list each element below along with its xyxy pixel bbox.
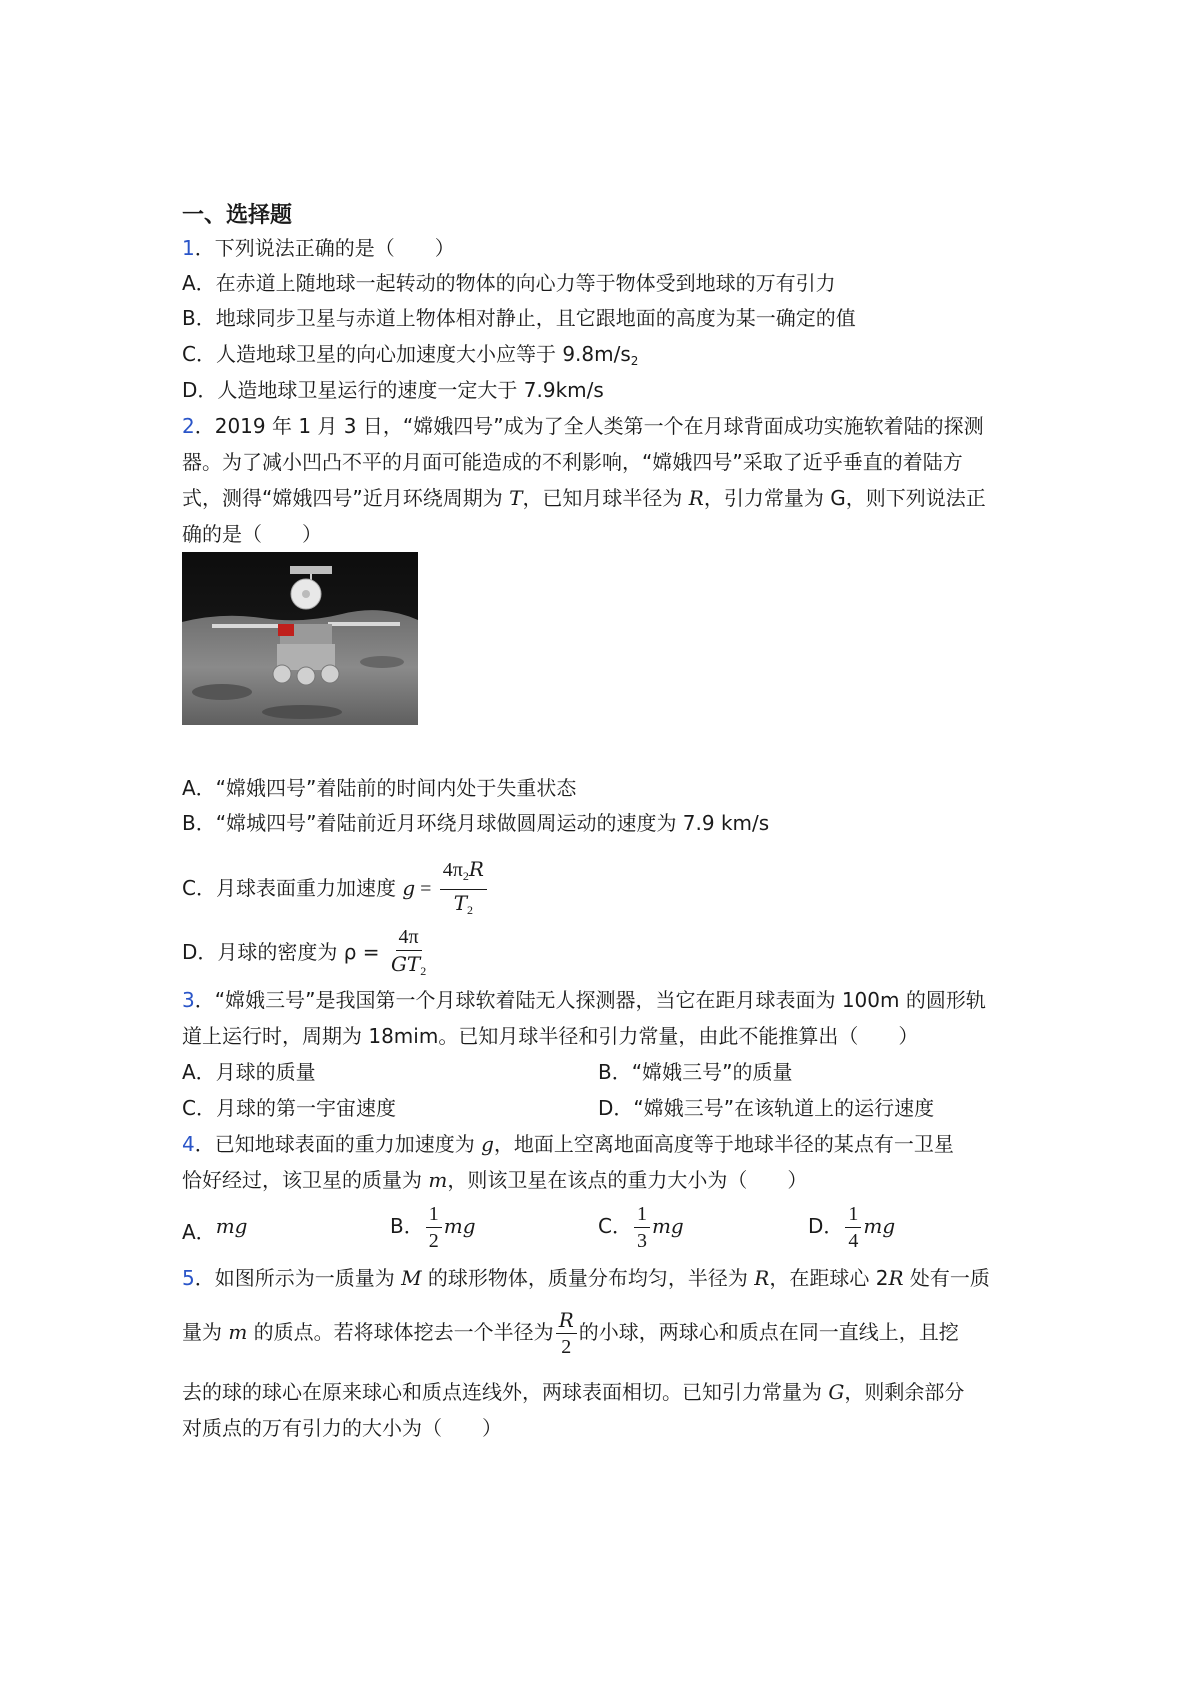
question-3-stem-line1 [182, 986, 986, 1014]
option-label: D． [808, 1214, 844, 1238]
text: ，引力常量为 G，则下列说法正 [703, 486, 986, 510]
question-text: 恰好经过，该卫星的质量为 [182, 1168, 429, 1192]
question-number: 1 [182, 236, 195, 260]
q1-option-c [182, 340, 638, 375]
question-text: 的球形物体，质量分布均匀，半径为 [421, 1266, 755, 1290]
q4-option-d [808, 1196, 895, 1256]
question-text: ，则剩余部分 [844, 1380, 965, 1404]
var-m: m [428, 1168, 448, 1192]
exponent: 2 [462, 869, 469, 883]
equals-sign: = [415, 878, 432, 900]
lunar-rover-photo [182, 552, 418, 725]
question-text: ．“嫦娥三号”是我国第一个月球软着陆无人探测器，当它在距月球表面为 100m 的圆形轨 [194, 988, 986, 1012]
q4-option-a [182, 1196, 247, 1256]
question-5-stem-line2 [182, 1302, 959, 1362]
fraction-denominator: 2 [561, 1336, 572, 1358]
question-text: 处有一质 [903, 1266, 990, 1290]
var-gt: GT [390, 951, 421, 976]
option-label: B． [390, 1214, 424, 1238]
var-t: T [509, 486, 523, 510]
q3-option-a: A．月球的质量 [182, 1060, 316, 1084]
fraction [388, 924, 429, 984]
q2-option-c [182, 856, 489, 916]
question-5-stem-line4: 对质点的万有引力的大小为（ ） [182, 1416, 502, 1440]
section-title: 一、选择题 [182, 203, 293, 228]
question-2-stem-line4: 确的是（ ） [182, 522, 322, 546]
fraction-numerator: 1 [634, 1201, 650, 1228]
option-value: mg [651, 1214, 684, 1238]
fraction-denominator [388, 951, 429, 984]
var-m: m [228, 1320, 248, 1344]
fraction-numerator: 4π [396, 924, 422, 951]
q1-option-b: B．地球同步卫星与赤道上物体相对静止，且它跟地面的高度为某一确定的值 [182, 306, 856, 330]
question-text: ，在距球心 2 [769, 1266, 889, 1290]
var-m-big: M [401, 1266, 422, 1290]
question-text: 的小球，两球心和质点在同一直线上，且挖 [578, 1320, 959, 1344]
text: 式，测得“嫦娥四号”近月环绕周期为 [182, 486, 510, 510]
q4-option-b [390, 1196, 476, 1256]
fraction-numerator: 1 [426, 1201, 442, 1228]
question-5-stem-line1 [182, 1264, 990, 1292]
fraction-denominator: 2 [428, 1230, 439, 1252]
question-4-stem-line2 [182, 1166, 807, 1194]
question-2-stem-line2: 器。为了减小凹凸不平的月面可能造成的不利影响，“嫦娥四号”采取了近乎垂直的着陆方 [182, 450, 963, 474]
fraction [634, 1201, 650, 1254]
fraction [556, 1307, 577, 1360]
fraction [845, 1201, 861, 1254]
q4-option-c [598, 1196, 684, 1256]
q2-option-b: B．“嫦城四号”着陆前近月环绕月球做圆周运动的速度为 7.9 km/s [182, 811, 770, 835]
var-g: g [402, 876, 416, 900]
question-2-stem-line3 [182, 484, 986, 512]
option-value: mg [863, 1214, 896, 1238]
question-text: ．已知地球表面的重力加速度为 [194, 1132, 482, 1156]
question-number: 4 [182, 1132, 195, 1156]
q2-option-d [182, 922, 431, 982]
fraction [440, 856, 487, 923]
var-t: T [453, 891, 468, 915]
question-3-stem-line2: 道上运行时，周期为 18mim。已知月球半径和引力常量，由此不能推算出（ ） [182, 1024, 919, 1048]
question-text: 的质点。若将球体挖去一个半径为 [247, 1320, 554, 1344]
exponent: 2 [420, 963, 427, 978]
question-number: 5 [182, 1266, 195, 1290]
var-r: R [688, 486, 704, 510]
question-number: 3 [182, 988, 195, 1012]
question-2-stem-line1 [182, 412, 984, 440]
num-text: 4π [442, 859, 463, 881]
q1-option-d: D．人造地球卫星运行的速度一定大于 7.9km/s [182, 378, 604, 402]
fraction-numerator: R [556, 1307, 577, 1334]
option-label: A． [182, 1220, 216, 1244]
option-text: C．人造地球卫星的向心加速度大小应等于 9.8m/s [182, 342, 631, 366]
fraction [426, 1201, 442, 1254]
question-4-stem-line1 [182, 1130, 954, 1158]
var-r: R [888, 1266, 904, 1290]
option-value: mg [215, 1214, 248, 1238]
var-g: G [828, 1380, 845, 1404]
fraction-denominator [451, 890, 476, 923]
question-text: ，地面上空离地面高度等于地球半径的某点有一卫星 [493, 1132, 954, 1156]
question-text: ．下列说法正确的是（ ） [194, 236, 455, 260]
question-text: 去的球的球心在原来球心和质点连线外，两球表面相切。已知引力常量为 [182, 1380, 829, 1404]
option-text: D．月球的密度为 ρ = [182, 940, 380, 964]
question-text: ，则该卫星在该点的重力大小为（ ） [447, 1168, 808, 1192]
var-r: R [754, 1266, 770, 1290]
q3-option-b: B．“嫦娥三号”的质量 [598, 1060, 793, 1084]
question-text: 量为 [182, 1320, 229, 1344]
exponent: 2 [467, 903, 474, 917]
var-r: R [468, 857, 484, 881]
text: ，已知月球半径为 [522, 486, 689, 510]
question-1-stem [182, 234, 455, 262]
option-text: C．月球表面重力加速度 [182, 876, 403, 900]
q2-option-a: A．“嫦娥四号”着陆前的时间内处于失重状态 [182, 776, 577, 800]
fraction-numerator: 1 [845, 1201, 861, 1228]
fraction-denominator: 4 [848, 1230, 859, 1252]
exponent: 2 [630, 354, 639, 368]
fraction-denominator: 3 [636, 1230, 647, 1252]
option-label: C． [598, 1214, 632, 1238]
question-number: 2 [182, 414, 195, 438]
q1-option-a: A．在赤道上随地球一起转动的物体的向心力等于物体受到地球的万有引力 [182, 271, 836, 295]
q3-option-d: D．“嫦娥三号”在该轨道上的运行速度 [598, 1096, 935, 1120]
question-5-stem-line3 [182, 1378, 964, 1406]
question-text: ．2019 年 1 月 3 日，“嫦娥四号”成为了全人类第一个在月球背面成功实施软着陆的探测 [194, 414, 984, 438]
var-g: g [481, 1132, 494, 1156]
fraction-numerator [440, 856, 487, 890]
q3-option-c: C．月球的第一宇宙速度 [182, 1096, 396, 1120]
option-value: mg [443, 1214, 476, 1238]
question-text: ．如图所示为一质量为 [194, 1266, 402, 1290]
